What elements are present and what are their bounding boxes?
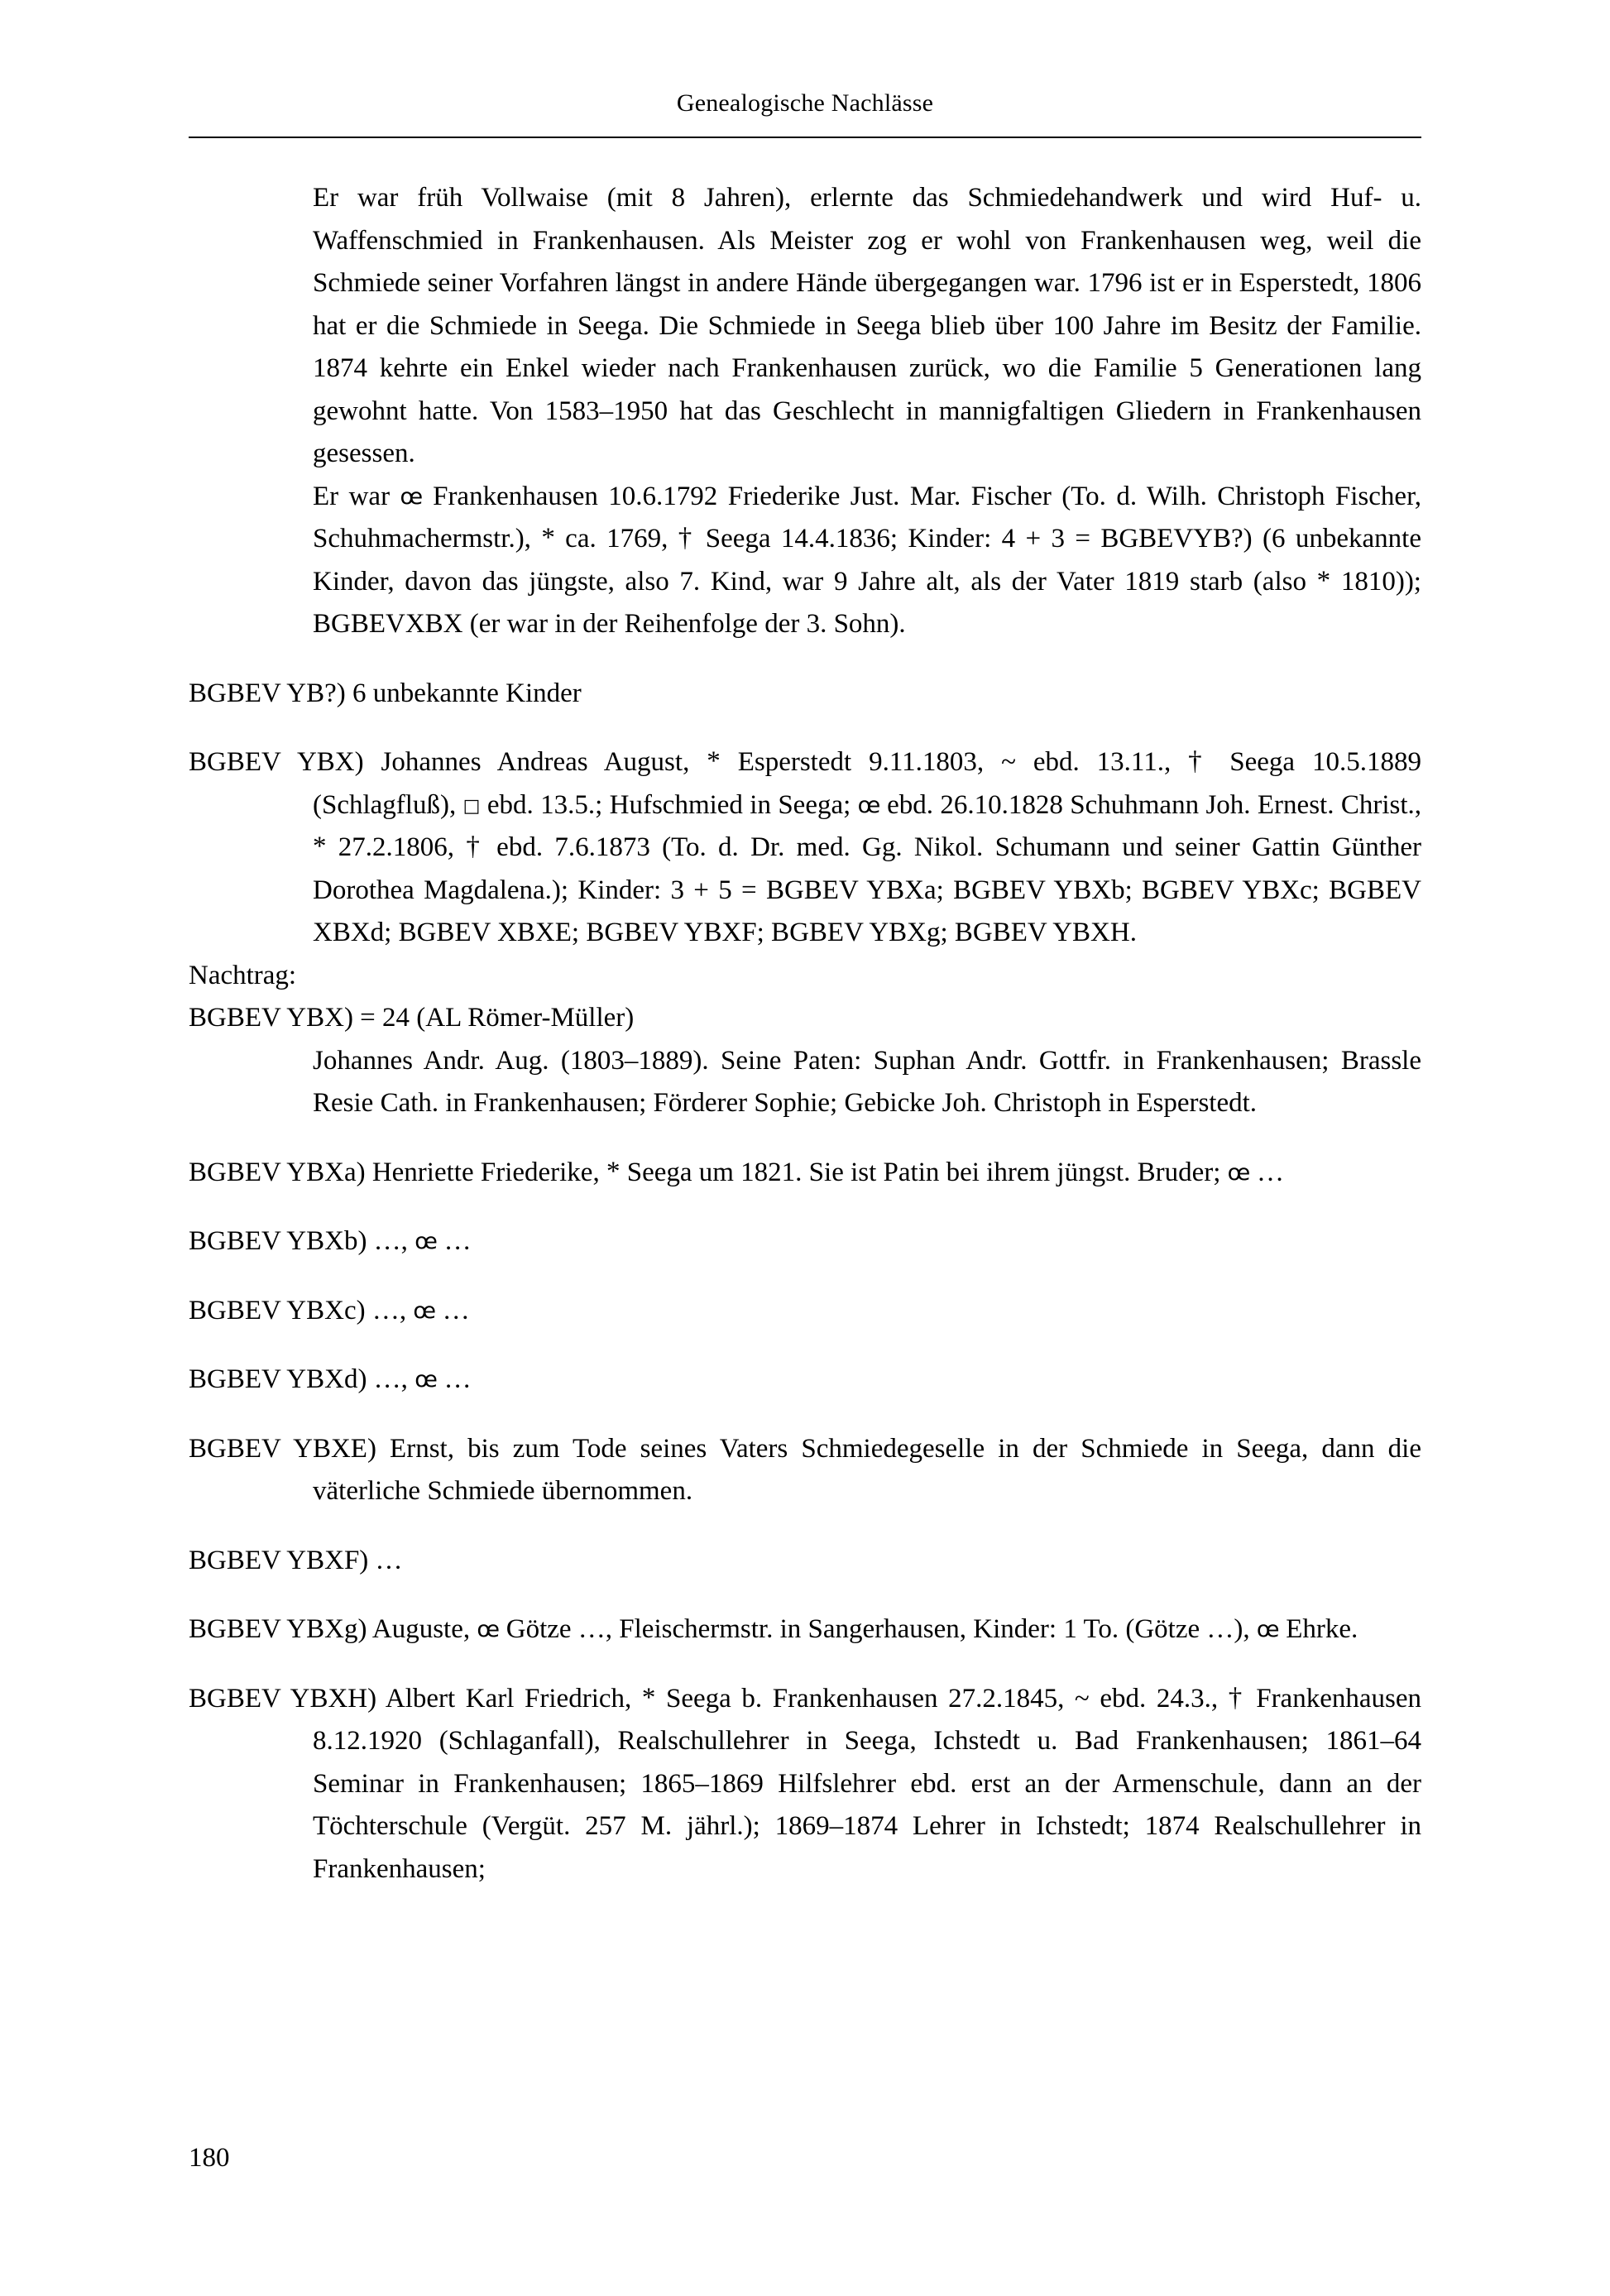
spacer — [189, 1263, 1421, 1290]
marriage-symbol-icon: œ — [857, 792, 880, 818]
birth-symbol-icon: * — [1316, 565, 1331, 596]
text-run: Seega b. Frankenhausen 27.2.1845, ~ ebd. 24.3., — [655, 1683, 1229, 1714]
death-symbol-icon: † — [1188, 746, 1213, 776]
text-run: ca. 1769, — [554, 524, 678, 554]
spacer — [189, 1582, 1421, 1608]
entry-bgbev-ybxh — [189, 1678, 1421, 1891]
text-run: Seega um 1821. Sie ist Patin bei ihrem jüngst. Bruder; — [620, 1157, 1228, 1187]
text-run: ebd. 26.10.1828 Schuhmann Joh. Ernest. Christ., — [879, 789, 1421, 820]
text-run: 1810)); BGBEVXBX (er war in der Reihenfolge der 3. Sohn). — [313, 566, 1421, 639]
entry-sigle: BGBEV YBX) Johannes Andreas August, — [189, 747, 707, 777]
running-head: Genealogische Nachlässe — [676, 89, 934, 117]
text-run: Er war — [313, 481, 400, 511]
text-run: … — [437, 1226, 472, 1256]
birth-symbol-icon: * — [541, 523, 555, 553]
spacer — [189, 646, 1421, 673]
entry-sigle: BGBEV YBXa) Henriette Friederike, — [189, 1157, 606, 1187]
body-text-column — [189, 177, 1421, 1891]
entry-sigle: BGBEV YBXH) Albert Karl Friedrich, — [189, 1683, 642, 1714]
text-run: … — [1249, 1157, 1285, 1187]
entry-sigle: BGBEV YBXd) …, — [189, 1364, 415, 1394]
marriage-symbol-icon: œ — [414, 1229, 438, 1254]
death-symbol-icon: † — [678, 523, 696, 553]
text-run: … — [435, 1295, 470, 1325]
entry-sigle: BGBEV YBXc) …, — [189, 1295, 414, 1325]
spacer — [189, 1194, 1421, 1220]
text-run: Seega 14.4.1836; Kinder: 4 + 3 = BGBEVYB?) (6 unbekannte Kinder, davon das jüngste, also 7. Kind, war 9 Jahre alt, als der Vater 1819 starb (also — [313, 524, 1421, 597]
nachtrag-reference: BGBEV YBX) = 24 (AL Römer-Müller) — [189, 1003, 635, 1033]
paragraph-biography: Er war früh Vollwaise (mit 8 Jahren), erlernte das Schmiedehandwerk und wird Huf- u. Waffenschmied in Frankenhausen. Als Meister zog er wohl von Frankenhausen weg, weil die Schmiede seiner Vorfahren längst in andere Hände übergegangen war. 1796 ist er in Esperstedt, 1806 hat er die Schmiede in Seega. Die Schmiede in Seega blieb über 100 Jahre im Besitz der Familie. 1874 kehrte ein Enkel wieder nach Frankenhausen zurück, wo die Familie 5 Generationen lang gewohnt hatte. Von 1583–1950 hat das Geschlecht in mannigfaltigen Gliedern in Frankenhausen gesessen. — [313, 183, 1421, 468]
text-run: ebd. 7.6.1873 (To. d. Dr. med. Gg. Nikol. Schumann und seiner Gattin Günther Dorothea Magdalena.); Kinder: 3 + 5 = BGBEV YBXa; BGBEV YBXb; BGBEV YBXc; BGBEV XBXd; BGBEV XBXE; BGBEV YBXF; BGBEV YBXg; BGBEV YBXH. — [313, 832, 1421, 947]
page-number: 180 — [189, 2143, 230, 2173]
birth-symbol-icon: * — [313, 832, 327, 861]
text-run: Ehrke. — [1279, 1614, 1358, 1644]
birth-symbol-icon: * — [641, 1682, 656, 1713]
spacer — [189, 1651, 1421, 1678]
birth-symbol-icon: * — [707, 746, 721, 776]
text-run: Frankenhausen 8.12.1920 (Schlaganfall), Realschullehrer in Seega, Ichstedt u. Bad Frankenhausen; 1861–64 Seminar in Frankenhausen; 1865–1869 Hilfslehrer ebd. erst an der Armenschule, dann an der Töchterschule (Vergüt. 257 M. jährl.); 1869–1874 Lehrer in Ichstedt; 1874 Realschullehrer in Frankenhausen; — [313, 1683, 1421, 1884]
birth-symbol-icon: * — [606, 1156, 621, 1186]
marriage-symbol-icon: œ — [414, 1367, 438, 1392]
text-run: Seega 10.5.1889 (Schlagfluß), — [313, 747, 1422, 820]
entry-bgbev-ybxd — [189, 1359, 1421, 1402]
spacer — [189, 1402, 1421, 1428]
entry-bgbev-ybxe: BGBEV YBXE) Ernst, bis zum Tode seines Vaters Schmiedegeselle in der Schmiede in Seega, dann die väterliche Schmiede übernommen. — [189, 1433, 1421, 1506]
marriage-symbol-icon: œ — [413, 1297, 436, 1324]
entry-bgbev-ybxg — [189, 1608, 1421, 1651]
header-rule — [189, 137, 1421, 138]
text-run: Götze …, Fleischermstr. in Sangerhausen, Kinder: 1 To. (Götze …), — [499, 1614, 1257, 1644]
text-run: Esperstedt 9.11.1803, ~ ebd. 13.11., — [720, 747, 1189, 777]
paragraph-marriage — [189, 476, 1421, 646]
marriage-symbol-icon: œ — [400, 483, 423, 510]
death-symbol-icon: † — [1228, 1682, 1246, 1713]
text-run: ebd. 13.5.; Hufschmied in Seega; — [480, 789, 858, 820]
entry-bgbev-ybxa — [189, 1152, 1421, 1195]
entry-bgbev-ybxb — [189, 1220, 1421, 1263]
nachtrag-body: Johannes Andr. Aug. (1803–1889). Seine Paten: Suphan Andr. Gottfr. in Frankenhausen; Brassle Resie Cath. in Frankenhausen; Förderer Sophie; Gebicke Joh. Christoph in Esperstedt. — [313, 1045, 1421, 1118]
spacer — [189, 1513, 1421, 1540]
entry-sigle: BGBEV YBXg) Auguste, — [189, 1614, 477, 1644]
entry-bgbev-ybxf: BGBEV YBXF) … — [189, 1545, 403, 1575]
text-run: 27.2.1806, — [326, 832, 467, 862]
spacer — [189, 1332, 1421, 1359]
death-symbol-icon: † — [466, 832, 485, 861]
nachtrag-label: Nachtrag: — [189, 960, 297, 990]
spacer — [189, 1125, 1421, 1152]
burial-symbol-icon: □ — [462, 795, 481, 817]
entry-bgbev-ybxc — [189, 1290, 1421, 1333]
entry-bgbev-yb: BGBEV YB?) 6 unbekannte Kinder — [189, 678, 582, 708]
spacer — [189, 715, 1421, 741]
text-run: … — [437, 1364, 472, 1394]
marriage-symbol-icon: œ — [1227, 1159, 1250, 1186]
entry-bgbev-ybx — [189, 741, 1421, 955]
marriage-symbol-icon: œ — [477, 1617, 500, 1642]
text-run: Frankenhausen 10.6.1792 Friederike Just. Mar. Fischer (To. d. Wilh. Christoph Fischer, Schuhmachermstr.), — [313, 481, 1421, 554]
marriage-symbol-icon: œ — [1256, 1617, 1279, 1642]
entry-sigle: BGBEV YBXb) …, — [189, 1226, 415, 1256]
